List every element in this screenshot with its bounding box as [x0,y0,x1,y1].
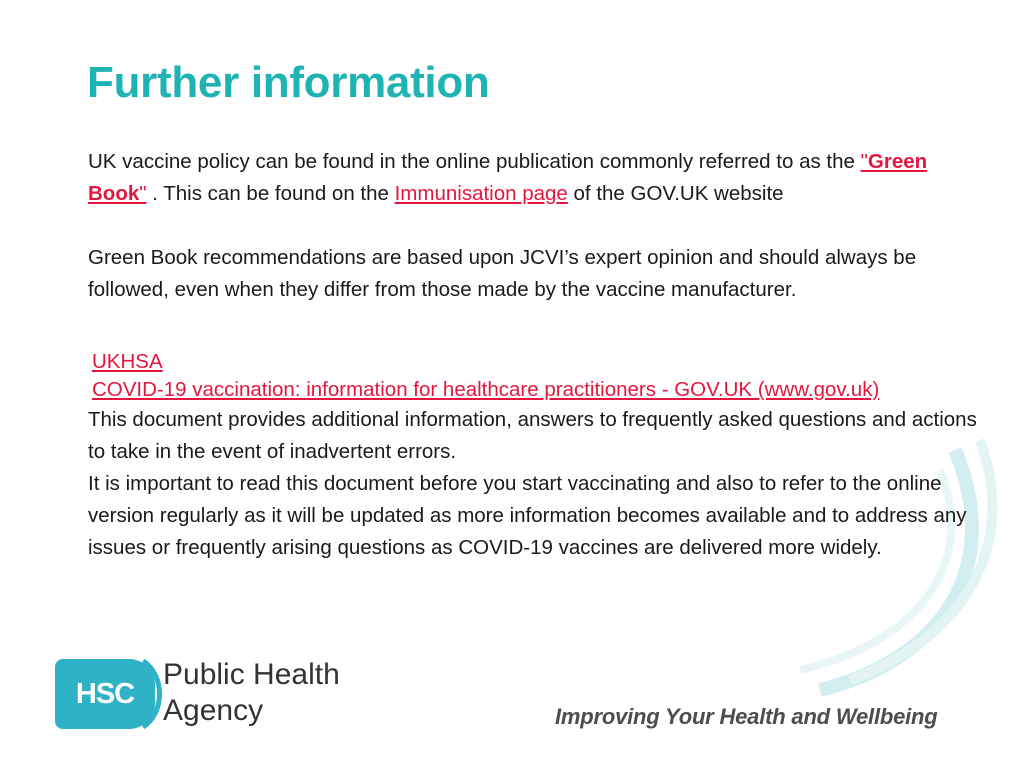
ukhsa-link[interactable]: UKHSA [92,350,163,373]
green-book-paragraph [88,146,988,210]
para1-text-after: of the GOV.UK website [567,182,784,205]
hsc-logo-mark: HSC [55,659,155,729]
page-title: Further information [87,58,490,107]
para1-text-mid: . This can be found on the [146,182,395,205]
green-book-link[interactable]: Green Book [88,150,928,205]
tagline: Improving Your Health and Wellbeing [555,704,938,729]
read-document-paragraph: It is important to read this document before you start vaccinating and also to refer to the online version regularly as it will be updated as more information becomes available and to address any issues or frequently arising questions as COVID-19 vaccines are delivered more widely. [88,472,967,559]
covid-vaccination-link[interactable]: COVID-19 vaccination: information for healthcare practitioners - GOV.UK (www.gov.uk) [92,378,880,401]
quote-close: " [139,182,147,205]
spacer [88,306,988,348]
jcvi-paragraph: Green Book recommendations are based upon JCVI’s expert opinion and should always be followed, even when they differ from those made by the vaccine manufacturer. [88,246,917,301]
spacer [88,210,988,242]
main-content [88,146,988,564]
para1-text-before: UK vaccine policy can be found in the online publication commonly referred to as the [88,150,861,173]
immunisation-page-link[interactable]: Immunisation page [394,182,568,205]
public-health-agency-logo [55,659,355,739]
logo-text [163,657,340,729]
document-info-paragraph: This document provides additional information, answers to frequently asked questions and actions to take in the event of inadvertent errors. [88,408,977,463]
logo-text-line1: Public Health [163,658,340,691]
logo-text-line2: Agency [163,694,264,727]
quote-open: " [860,150,868,173]
